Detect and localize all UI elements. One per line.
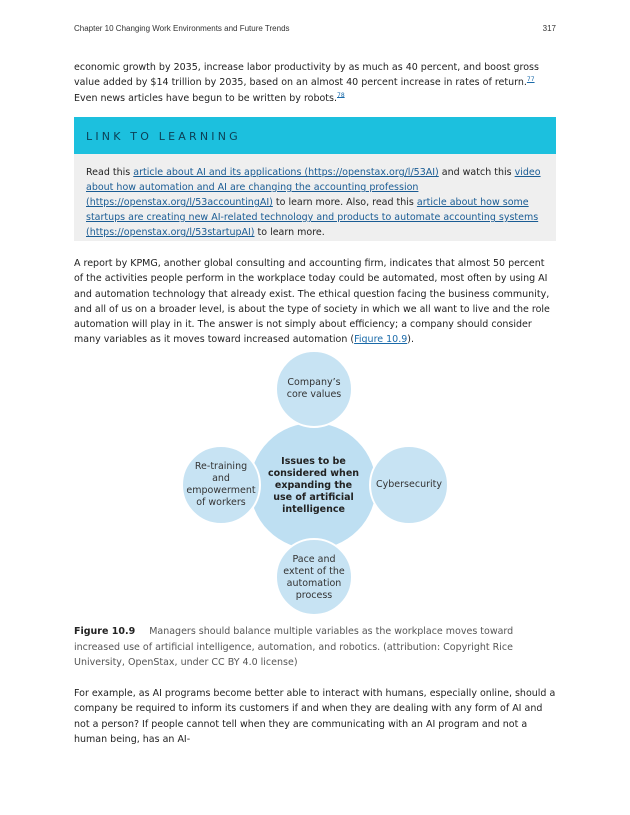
link-to-learning-title: LINK TO LEARNING	[86, 130, 241, 143]
diagram-top-label: Company’s core values	[286, 377, 342, 400]
paragraph-intro-text-2: Even news articles have begun to be written by robots.	[74, 92, 337, 104]
link-to-learning-body	[86, 165, 546, 240]
footnote-ref-77[interactable]: 77	[526, 76, 535, 84]
ltl-text-4: to learn more.	[254, 227, 325, 238]
ltl-text-1: Read this	[86, 167, 134, 178]
paragraph-kpmg-end: ).	[407, 334, 415, 346]
figure-label: Figure 10.9	[74, 626, 136, 637]
diagram-bottom-label: Pace and extent of the automation process	[283, 554, 345, 601]
figure-ref-10-9[interactable]: Figure 10.9	[354, 334, 408, 346]
diagram-right-label: Cybersecurity	[376, 479, 442, 490]
paragraph-intro	[74, 60, 556, 106]
diagram-left-label: Re-training and empowerment of workers	[186, 461, 256, 508]
paragraph-kpmg	[74, 256, 556, 348]
link-to-learning-banner	[74, 117, 556, 154]
paragraph-example	[74, 686, 556, 747]
link-video-accounting-ai[interactable]: video about how automation and AI are changing the accounting profession (https://openstax.org/l/53accountingAI)	[86, 167, 541, 208]
footnote-ref-78[interactable]: 78	[337, 91, 345, 99]
figure-caption-text: Managers should balance multiple variables as the workplace moves toward increased use of artificial intelligence, automation, and robotics. (attribution: Copyright Rice University, OpenStax, under CC BY 4.0 license)	[74, 626, 514, 668]
paragraph-example-text: For example, as AI programs become better able to interact with humans, especially online, should a company be required to inform its customers if and when they are dealing with any form of AI and not a person? If people cannot tell when they are communicating with an AI program and not a human being, has an AI-	[74, 688, 556, 745]
page-number: 317	[542, 24, 556, 33]
link-article-ai[interactable]: article about AI and its applications (https://openstax.org/l/53AI)	[133, 167, 439, 178]
ltl-text-2: and watch this	[438, 167, 515, 178]
chapter-title: Chapter 10 Changing Work Environments and Future Trends	[74, 24, 290, 33]
link-to-learning-box	[74, 117, 556, 241]
page-header	[74, 24, 556, 36]
paragraph-kpmg-text: A report by KPMG, another global consulting and accounting firm, indicates that almost 50 percent of the activities people perform in the workplace today could be automated, most often by using AI and automation technology that already exist. The ethical question facing the business community, and all of us on a broader level, is about the type of society in which we all want to live and the role automation will play in it. The answer is not simply about efficiency; a company should consider many variables as it moves toward increased automation (	[74, 258, 550, 346]
diagram-center-label: Issues to be considered when expanding the use of artificial intelligence	[267, 456, 360, 515]
link-article-startups[interactable]: article about how some startups are creating new AI-related technology and products to automate accounting systems (https://openstax.org/l/53startupAI)	[86, 197, 539, 238]
paragraph-intro-text: economic growth by 2035, increase labor productivity by as much as 40 percent, and boost gross value added by $14 trillion by 2035, based on an almost 40 percent increase in rates of return.	[74, 62, 539, 89]
figure-caption	[74, 624, 556, 671]
ltl-text-3: to learn more. Also, read this	[272, 197, 417, 208]
